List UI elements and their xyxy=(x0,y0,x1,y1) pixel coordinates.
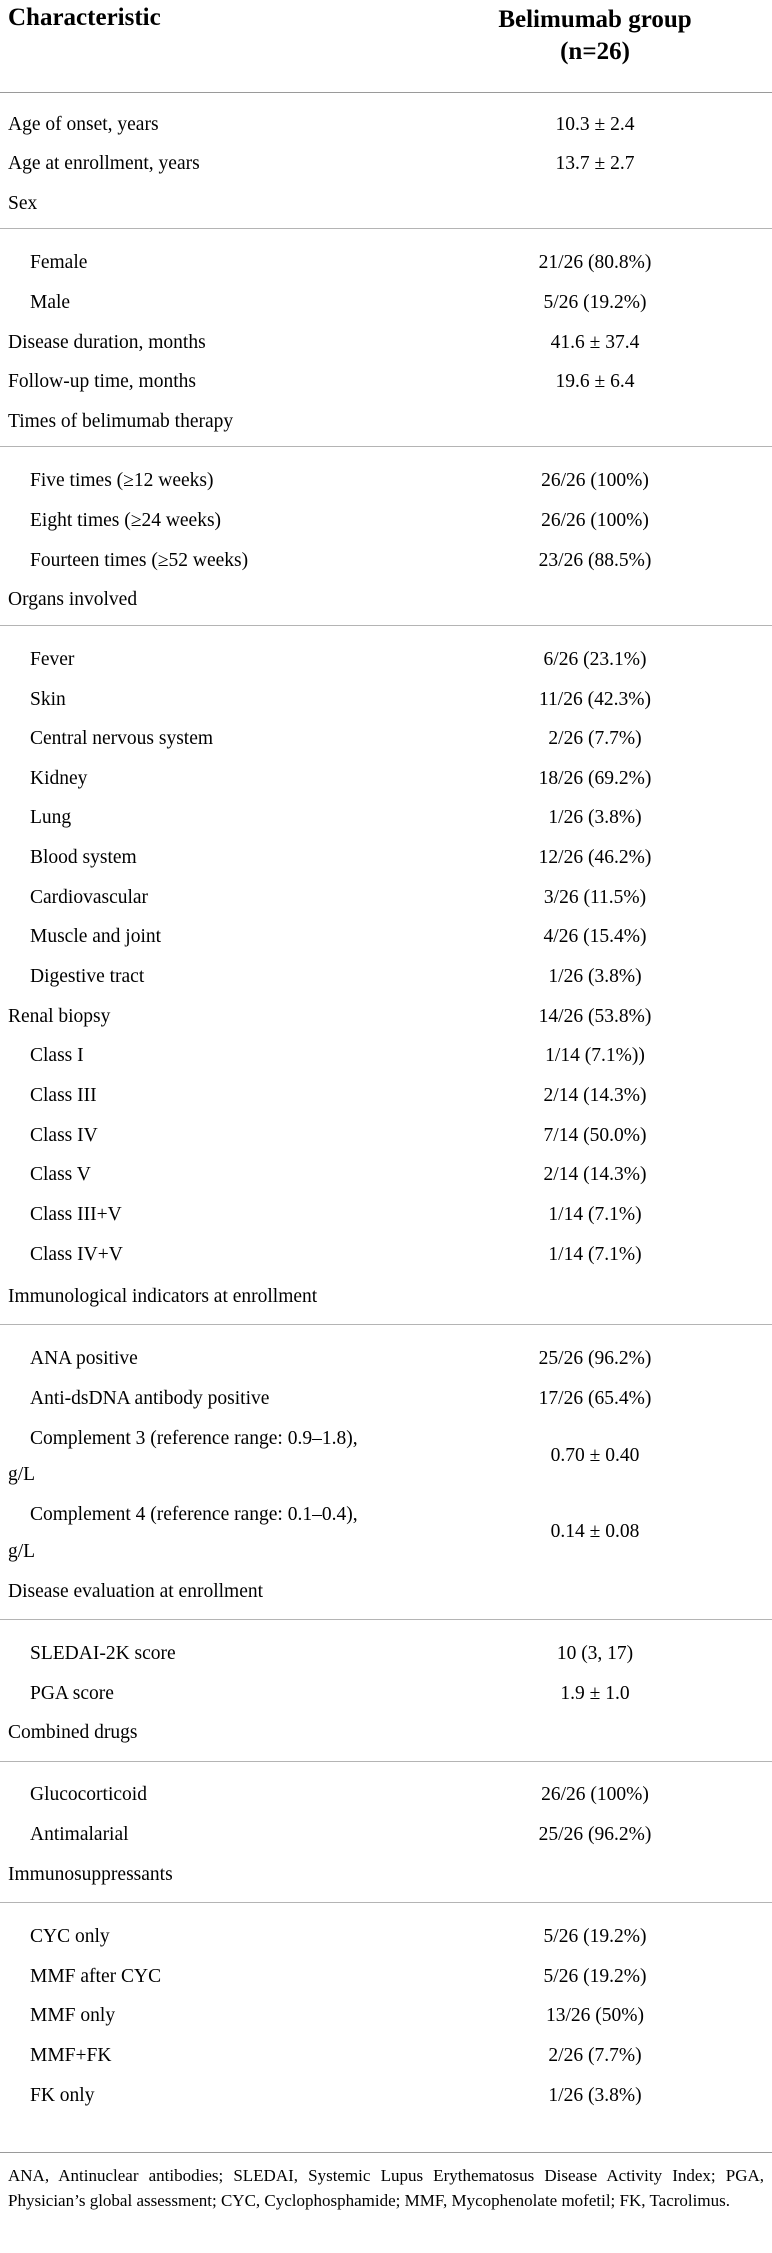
row-label-unit: g/L xyxy=(8,1540,36,1562)
row-label: Complement 4 (reference range: 0.1–0.4), xyxy=(30,1504,358,1526)
table-row xyxy=(0,1815,772,1857)
row-value: 19.6 ± 6.4 xyxy=(555,371,635,393)
row-label: Class V xyxy=(30,1164,91,1186)
table-row xyxy=(0,1957,772,1999)
table-row xyxy=(0,462,772,504)
row-label: Times of belimumab therapy xyxy=(8,410,234,432)
row-value: 25/26 (96.2%) xyxy=(538,1824,652,1846)
row-value: 7/14 (50.0%) xyxy=(543,1124,647,1146)
row-label: Eight times (≥24 weeks) xyxy=(30,510,222,532)
row-value: 0.14 ± 0.08 xyxy=(550,1521,640,1543)
table-row xyxy=(0,323,772,365)
table-row xyxy=(0,1997,772,2039)
row-value: 2/14 (14.3%) xyxy=(543,1084,647,1106)
row-label: Class IV+V xyxy=(30,1243,123,1265)
row-value: 18/26 (69.2%) xyxy=(538,767,652,789)
row-value: 41.6 ± 37.4 xyxy=(550,331,640,353)
table-row xyxy=(0,838,772,880)
table-row xyxy=(0,1116,772,1158)
table-row xyxy=(0,244,772,286)
row-value: 1/14 (7.1%) xyxy=(548,1243,642,1265)
row-value: 12/26 (46.2%) xyxy=(538,847,652,869)
row-value: 5/26 (19.2%) xyxy=(543,292,647,314)
table-footnote: ANA, Antinuclear antibodies; SLEDAI, Systemic Lupus Erythematosus Disease Activity Index; PGA, Physician’s global assessment; CYC, Cyclophosphamide; MMF, Mycophenolate mofetil; FK, Tacrolimus. xyxy=(8,2166,764,2210)
header-belimumab-group xyxy=(430,4,760,68)
table-row xyxy=(0,1713,772,1761)
table-row xyxy=(0,1917,772,1959)
table-row xyxy=(0,184,772,229)
table-row xyxy=(0,1634,772,1676)
row-label: Central nervous system xyxy=(30,728,214,750)
header-group-n: (n=26) xyxy=(560,38,630,65)
row-label: Digestive tract xyxy=(30,966,145,988)
row-label: Lung xyxy=(30,807,72,829)
row-value: 10 (3, 17) xyxy=(556,1642,634,1664)
row-value: 14/26 (53.8%) xyxy=(538,1005,652,1027)
table-row xyxy=(0,680,772,722)
row-value: 2/26 (7.7%) xyxy=(548,728,642,750)
row-value: 21/26 (80.8%) xyxy=(538,252,652,274)
row-label: Female xyxy=(30,252,88,274)
table-row xyxy=(0,1235,772,1277)
table-row xyxy=(0,581,772,626)
row-label: Immunosuppressants xyxy=(8,1863,173,1885)
row-label: ANA positive xyxy=(30,1348,138,1370)
row-label: Follow-up time, months xyxy=(8,371,196,393)
row-label: Immunological indicators at enrollment xyxy=(8,1286,318,1308)
row-value: 1/26 (3.8%) xyxy=(548,966,642,988)
row-label: MMF after CYC xyxy=(30,1965,162,1987)
table-row xyxy=(0,1076,772,1118)
row-value: 1/14 (7.1%)) xyxy=(545,1045,645,1067)
row-label: Cardiovascular xyxy=(30,886,149,908)
row-label: Blood system xyxy=(30,847,137,869)
row-label: Disease duration, months xyxy=(8,331,206,353)
row-value: 26/26 (100%) xyxy=(541,470,649,492)
row-value: 25/26 (96.2%) xyxy=(538,1348,652,1370)
table-row xyxy=(0,1037,772,1079)
table-row xyxy=(0,541,772,583)
row-label: Organs involved xyxy=(8,589,138,611)
table-row xyxy=(0,719,772,761)
table-row xyxy=(0,1274,772,1325)
table-row xyxy=(0,1495,772,1569)
row-label: Renal biopsy xyxy=(8,1005,111,1027)
row-label: FK only xyxy=(30,2084,95,2106)
row-value: 10.3 ± 2.4 xyxy=(555,113,635,135)
row-value: 1/26 (3.8%) xyxy=(548,807,642,829)
table-row xyxy=(0,640,772,682)
table-row xyxy=(0,957,772,999)
row-label: Five times (≥12 weeks) xyxy=(30,470,214,492)
row-value: 2/14 (14.3%) xyxy=(543,1164,647,1186)
table-row xyxy=(0,799,772,841)
table-bottom-rule xyxy=(0,2152,772,2153)
row-value: 26/26 (100%) xyxy=(541,1784,649,1806)
table-header xyxy=(0,0,772,93)
row-value: 6/26 (23.1%) xyxy=(543,648,647,670)
table-row xyxy=(0,1340,772,1382)
row-label: Antimalarial xyxy=(30,1824,129,1846)
row-label: Male xyxy=(30,292,71,314)
table-row xyxy=(0,759,772,801)
row-value: 23/26 (88.5%) xyxy=(538,549,652,571)
table-row xyxy=(0,997,772,1039)
row-value: 17/26 (65.4%) xyxy=(538,1388,652,1409)
table-row xyxy=(0,1155,772,1197)
row-label: Age of onset, years xyxy=(8,113,159,135)
row-value: 13/26 (50%) xyxy=(545,2005,645,2027)
row-label: Skin xyxy=(30,688,66,710)
row-value: 11/26 (42.3%) xyxy=(539,688,651,710)
row-label-unit: g/L xyxy=(8,1464,36,1486)
header-group-name: Belimumab group xyxy=(498,6,692,33)
table-row xyxy=(0,2036,772,2078)
row-label: Class I xyxy=(30,1045,84,1067)
row-value: 3/26 (11.5%) xyxy=(543,886,647,908)
row-value: 1/14 (7.1%) xyxy=(548,1203,642,1225)
table-row xyxy=(0,1379,772,1421)
row-value: 5/26 (19.2%) xyxy=(543,1926,647,1948)
row-label: Complement 3 (reference range: 0.9–1.8), xyxy=(30,1427,358,1449)
row-label: Class III xyxy=(30,1084,97,1106)
table-row xyxy=(0,878,772,920)
row-value: 26/26 (100%) xyxy=(541,510,649,532)
table-row xyxy=(0,283,772,325)
row-label: CYC only xyxy=(30,1926,110,1948)
row-label: Muscle and joint xyxy=(30,926,162,948)
row-value: 5/26 (19.2%) xyxy=(543,1965,647,1987)
table-row xyxy=(0,144,772,186)
row-label: PGA score xyxy=(30,1682,114,1704)
table-row xyxy=(0,105,772,147)
table-row xyxy=(0,402,772,447)
row-value: 0.70 ± 0.40 xyxy=(550,1444,640,1466)
row-label: Class III+V xyxy=(30,1203,122,1225)
row-label: Disease evaluation at enrollment xyxy=(8,1580,264,1602)
table-row xyxy=(0,918,772,960)
row-label: Sex xyxy=(8,192,38,214)
table-row xyxy=(0,1776,772,1818)
row-value: 2/26 (7.7%) xyxy=(548,2045,642,2067)
row-label: Fever xyxy=(30,648,75,670)
row-label: MMF+FK xyxy=(30,2045,112,2067)
row-label: Kidney xyxy=(30,767,88,789)
row-value: 13.7 ± 2.7 xyxy=(555,153,635,175)
table-row xyxy=(0,1195,772,1237)
table-row xyxy=(0,1855,772,1903)
table-row xyxy=(0,1572,772,1620)
row-label: Glucocorticoid xyxy=(30,1784,147,1806)
header-characteristic: Characteristic xyxy=(8,4,161,31)
row-value: 4/26 (15.4%) xyxy=(543,926,647,948)
row-value: 1/26 (3.8%) xyxy=(548,2084,642,2106)
table-row xyxy=(0,1419,772,1493)
table-row xyxy=(0,1674,772,1716)
table-row xyxy=(0,501,772,543)
row-label: Age at enrollment, years xyxy=(8,153,200,175)
row-label: Anti-dsDNA antibody positive xyxy=(30,1388,270,1409)
row-label: SLEDAI-2K score xyxy=(30,1642,176,1664)
row-label: MMF only xyxy=(30,2005,116,2027)
table-row xyxy=(0,2076,772,2118)
row-label: Fourteen times (≥52 weeks) xyxy=(30,549,249,571)
row-label: Combined drugs xyxy=(8,1722,138,1744)
table-row xyxy=(0,362,772,404)
row-value: 1.9 ± 1.0 xyxy=(560,1682,630,1704)
row-label: Class IV xyxy=(30,1124,98,1146)
